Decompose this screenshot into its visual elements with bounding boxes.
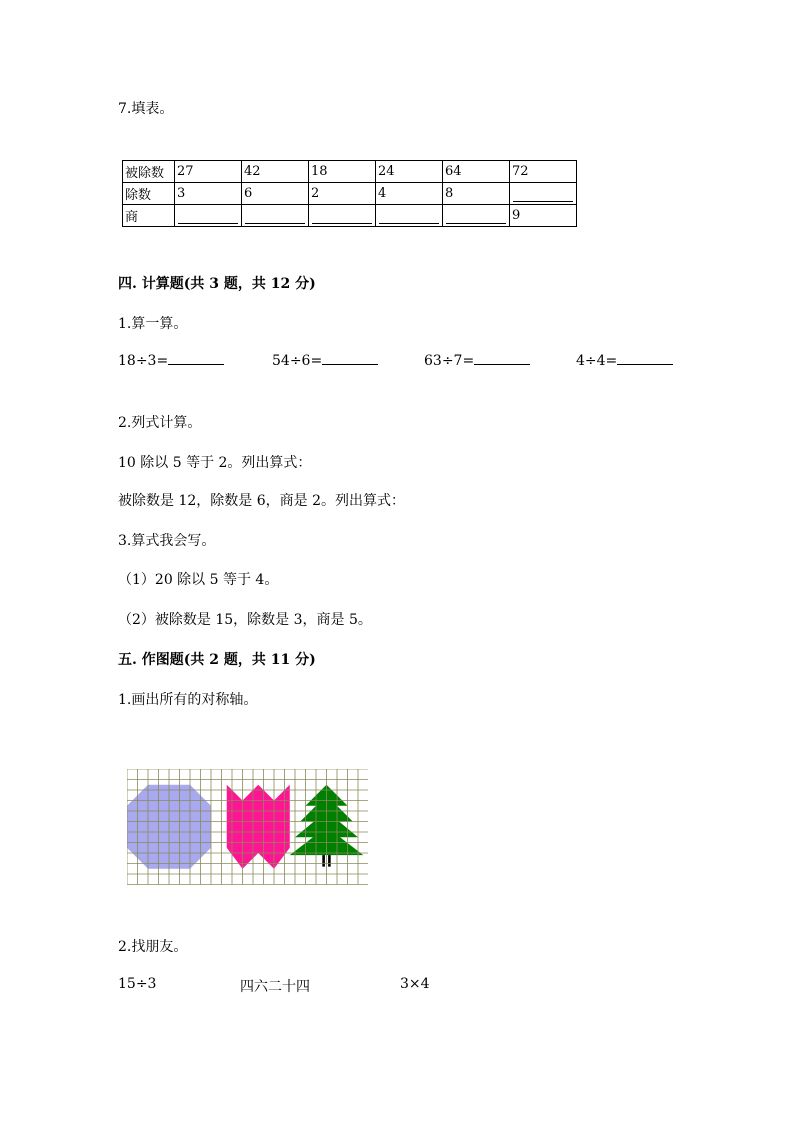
section4-q3-line-1: （1）20 除以 5 等于 4。 bbox=[118, 572, 279, 588]
table-row bbox=[123, 161, 577, 183]
calc-expr: 63÷7= bbox=[424, 353, 475, 369]
blank-cell[interactable] bbox=[242, 205, 309, 227]
section4-q2-line-2: 被除数是 12，除数是 6，商是 2。列出算式： bbox=[118, 493, 405, 509]
row-header: 被除数 bbox=[123, 161, 175, 183]
table-cell: 64 bbox=[443, 161, 510, 183]
section4-q2-line-1: 10 除以 5 等于 2。列出算式： bbox=[118, 455, 312, 471]
blank-cell[interactable] bbox=[309, 205, 376, 227]
friend-card-3[interactable]: 3×4 bbox=[400, 976, 430, 992]
calc-item-2 bbox=[272, 352, 378, 369]
section4-q2-title: 2.列式计算。 bbox=[118, 415, 202, 431]
calc-item-1 bbox=[118, 352, 224, 369]
section4-q3-line-2: （2）被除数是 15，除数是 3，商是 5。 bbox=[118, 612, 372, 628]
tree-trunk-right bbox=[328, 855, 331, 867]
section4-title: 四. 计算题(共 3 题，共 12 分) bbox=[118, 276, 316, 292]
section4-q3-title: 3.算式我会写。 bbox=[118, 533, 216, 549]
table-row bbox=[123, 183, 577, 205]
section5-q2-title: 2.找朋友。 bbox=[118, 939, 188, 955]
calc-expr: 4÷4= bbox=[576, 353, 618, 369]
calc-expr: 54÷6= bbox=[272, 353, 323, 369]
section5-title: 五. 作图题(共 2 题，共 11 分) bbox=[118, 652, 316, 668]
answer-underline bbox=[446, 223, 506, 224]
q7-title: 7.填表。 bbox=[118, 101, 174, 117]
section5-q1-title: 1.画出所有的对称轴。 bbox=[118, 692, 258, 708]
table-cell: 72 bbox=[510, 161, 577, 183]
answer-underline bbox=[312, 223, 372, 224]
table-row bbox=[123, 205, 577, 227]
friend-card-1[interactable]: 15÷3 bbox=[118, 976, 157, 992]
row-header: 商 bbox=[123, 205, 175, 227]
section4-q1-title: 1.算一算。 bbox=[118, 316, 188, 332]
answer-blank[interactable] bbox=[474, 352, 530, 365]
friend-card-2[interactable]: 四六二十四 bbox=[240, 979, 310, 995]
blank-cell[interactable] bbox=[510, 183, 577, 205]
answer-underline bbox=[178, 223, 238, 224]
table-cell: 24 bbox=[376, 161, 443, 183]
answer-underline bbox=[245, 223, 305, 224]
fill-table bbox=[122, 160, 577, 227]
blank-cell[interactable] bbox=[443, 205, 510, 227]
table-cell: 9 bbox=[510, 205, 577, 227]
table-cell: 8 bbox=[443, 183, 510, 205]
answer-underline bbox=[513, 201, 573, 202]
calc-item-4 bbox=[576, 352, 673, 369]
table-cell: 27 bbox=[175, 161, 242, 183]
table-cell: 18 bbox=[309, 161, 376, 183]
tree-trunk-left bbox=[322, 855, 325, 867]
answer-blank[interactable] bbox=[168, 352, 224, 365]
table-cell: 2 bbox=[309, 183, 376, 205]
blank-cell[interactable] bbox=[175, 205, 242, 227]
answer-underline bbox=[379, 223, 439, 224]
tulip-shape bbox=[227, 785, 290, 869]
table-cell: 3 bbox=[175, 183, 242, 205]
calc-item-3 bbox=[424, 352, 530, 369]
calc-expr: 18÷3= bbox=[118, 353, 169, 369]
table-cell: 4 bbox=[376, 183, 443, 205]
symmetry-figure bbox=[127, 769, 368, 885]
answer-blank[interactable] bbox=[617, 352, 673, 365]
row-header: 除数 bbox=[123, 183, 175, 205]
answer-blank[interactable] bbox=[322, 352, 378, 365]
table-cell: 42 bbox=[242, 161, 309, 183]
blank-cell[interactable] bbox=[376, 205, 443, 227]
table-cell: 6 bbox=[242, 183, 309, 205]
